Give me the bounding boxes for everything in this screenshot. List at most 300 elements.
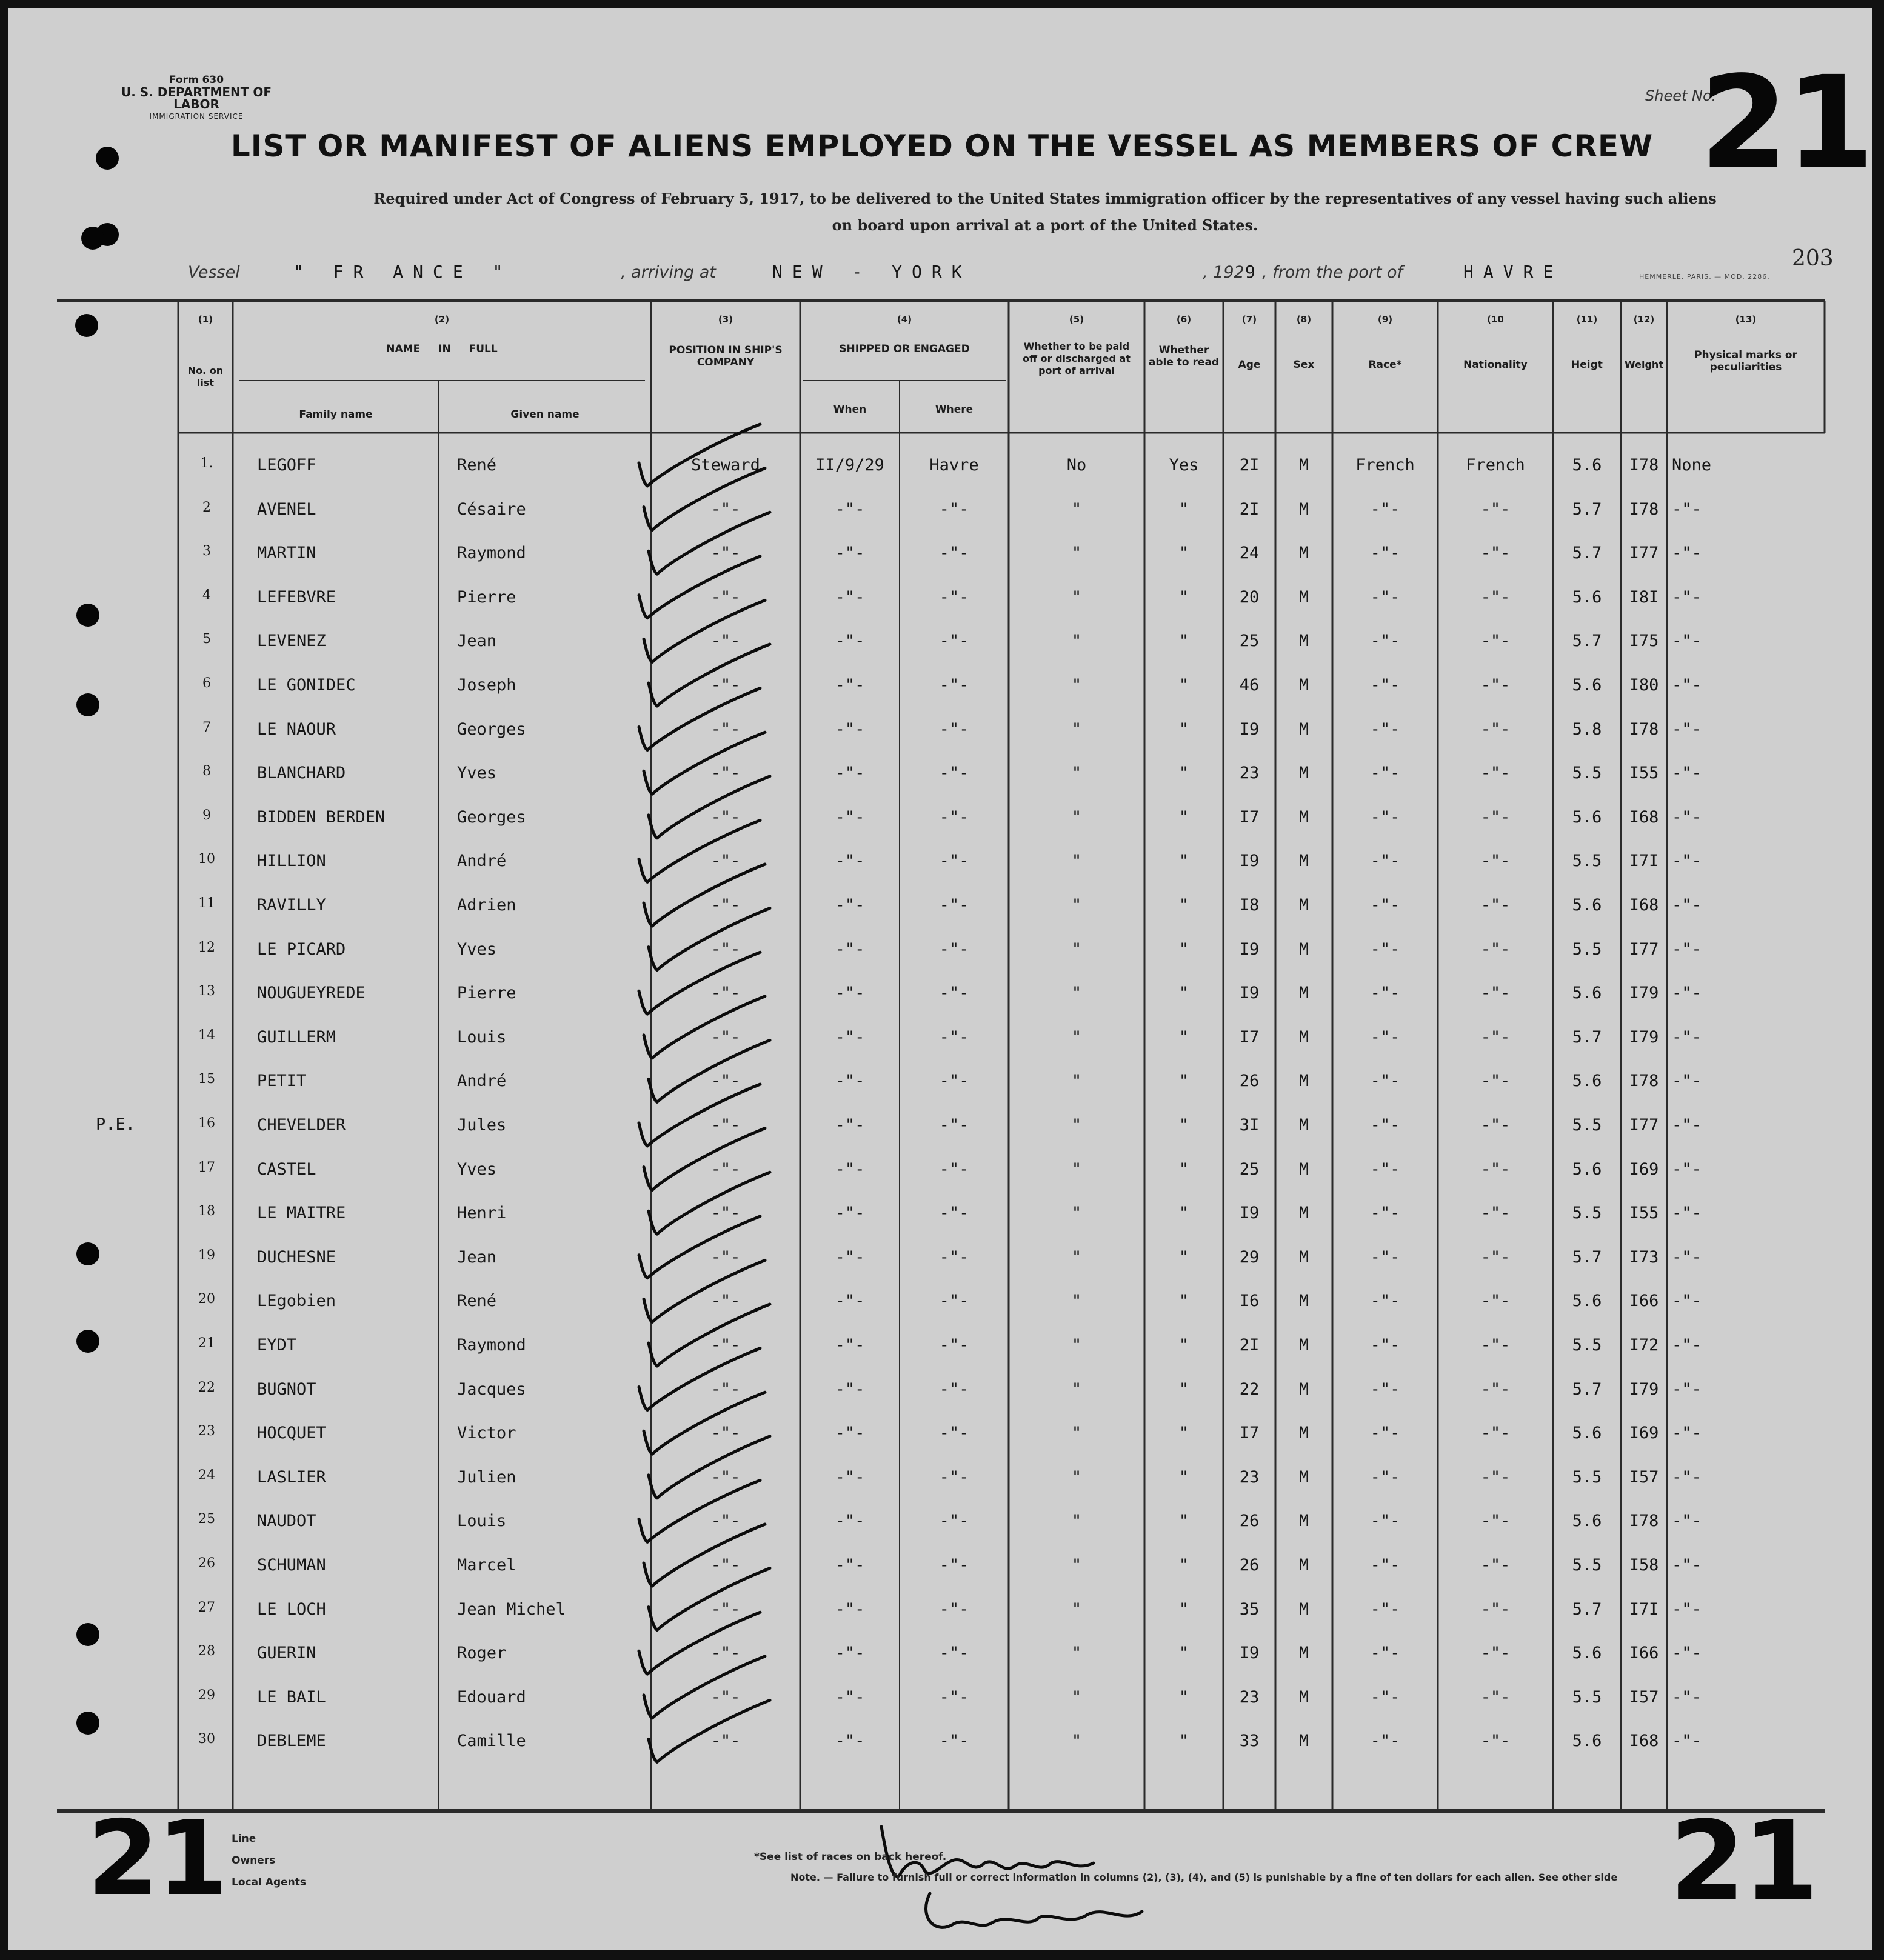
cell-given: Louis (457, 1512, 507, 1530)
cell-race: -"- (1370, 1556, 1400, 1575)
col-10-number: (10 (1487, 314, 1504, 325)
cell-age: 2I (1239, 500, 1260, 519)
cell-sex: M (1298, 808, 1309, 827)
cell-given: Edouard (457, 1688, 526, 1707)
cell-race: -"- (1370, 1512, 1400, 1530)
sheet-number-stamp-bottom-left: 21 (87, 1799, 226, 1919)
cell-where: -"- (939, 1688, 969, 1707)
col-6-number: (6) (1176, 314, 1192, 325)
cell-height: 5.6 (1572, 984, 1602, 1002)
cell-position: -"- (710, 984, 741, 1002)
cell-when: -"- (835, 588, 865, 607)
cell-weight: I78 (1629, 720, 1659, 739)
cell-no: 10 (198, 852, 215, 867)
cell-family: BIDDEN BERDEN (257, 808, 386, 827)
col-1-header: No. on list (187, 365, 224, 388)
cell-sex: M (1298, 500, 1309, 519)
cell-weight: I66 (1629, 1292, 1659, 1310)
cell-sex: M (1298, 1028, 1309, 1047)
cell-family: GUERIN (257, 1644, 316, 1662)
cell-age: 25 (1239, 1160, 1260, 1179)
cell-sex: M (1298, 632, 1309, 650)
cell-weight: I69 (1629, 1424, 1659, 1442)
cell-when: -"- (835, 1512, 865, 1530)
cell-when: -"- (835, 1204, 865, 1222)
cell-where: -"- (939, 632, 969, 650)
cell-height: 5.6 (1572, 1732, 1602, 1750)
row-16-annotation: P.E. (96, 1115, 136, 1134)
cell-nationality: -"- (1480, 500, 1511, 519)
cell-given: Yves (457, 940, 497, 959)
cell-where: -"- (939, 1292, 969, 1310)
cell-sex: M (1298, 588, 1309, 607)
cell-marks: -"- (1672, 632, 1702, 650)
cell-weight: I55 (1629, 764, 1659, 782)
cell-no: 17 (198, 1160, 215, 1175)
cell-position: -"- (710, 1204, 741, 1222)
cell-weight: I78 (1629, 500, 1659, 519)
cell-position: -"- (710, 1468, 741, 1487)
cell-marks: -"- (1672, 1688, 1702, 1707)
vessel-label: Vessel (188, 263, 240, 282)
cell-weight: I66 (1629, 1644, 1659, 1662)
cell-race: -"- (1370, 632, 1400, 650)
cell-nationality: -"- (1480, 1248, 1511, 1267)
cell-given: René (457, 456, 497, 475)
cell-race: -"- (1370, 940, 1400, 959)
cell-family: DEBLEME (257, 1732, 326, 1750)
cell-nationality: -"- (1480, 940, 1511, 959)
cell-race: -"- (1370, 1116, 1400, 1135)
cell-read: " (1178, 1512, 1189, 1530)
cell-read: " (1178, 764, 1189, 782)
cell-race: French (1355, 456, 1415, 475)
cell-position: -"- (710, 940, 741, 959)
cell-when: -"- (835, 1336, 865, 1355)
sheet-label: Sheet No. (1645, 87, 1717, 104)
cell-weight: I68 (1629, 1732, 1659, 1750)
cell-no: 13 (198, 984, 215, 999)
printer-imprint: HEMMERLÉ, PARIS. — MOD. 2286. (1639, 273, 1770, 281)
cell-paid: No (1066, 456, 1087, 475)
cell-race: -"- (1370, 1600, 1400, 1619)
cell-sex: M (1298, 1116, 1309, 1135)
cell-weight: I75 (1629, 632, 1659, 650)
cell-race: -"- (1370, 1644, 1400, 1662)
cell-family: SCHUMAN (257, 1556, 326, 1575)
col-2-header: NAME IN FULL (386, 343, 498, 355)
cell-paid: " (1071, 1072, 1082, 1090)
cell-read: " (1178, 1556, 1189, 1575)
cell-age: I6 (1239, 1292, 1260, 1310)
cell-given: Julien (457, 1468, 516, 1487)
cell-race: -"- (1370, 896, 1400, 915)
cell-marks: -"- (1672, 1160, 1702, 1179)
col-2-number: (2) (434, 314, 450, 325)
department-name: U. S. DEPARTMENT OF LABOR (121, 85, 272, 112)
cell-family: LE GONIDEC (257, 676, 356, 695)
cell-paid: " (1071, 764, 1082, 782)
cell-when: II/9/29 (815, 456, 884, 475)
cell-read: " (1178, 1600, 1189, 1619)
cell-weight: I57 (1629, 1688, 1659, 1707)
cell-height: 5.5 (1572, 852, 1602, 870)
col-13-number: (13) (1735, 314, 1757, 325)
cell-race: -"- (1370, 1688, 1400, 1707)
cell-given: Yves (457, 1160, 497, 1179)
cell-marks: -"- (1672, 1248, 1702, 1267)
cell-weight: I79 (1629, 1380, 1659, 1399)
cell-nationality: -"- (1480, 1424, 1511, 1442)
cell-race: -"- (1370, 544, 1400, 562)
cell-read: " (1178, 1732, 1189, 1750)
cell-sex: M (1298, 940, 1309, 959)
cell-paid: " (1071, 852, 1082, 870)
cell-sex: M (1298, 852, 1309, 870)
cell-sex: M (1298, 1688, 1309, 1707)
cell-where: -"- (939, 984, 969, 1002)
cell-height: 5.5 (1572, 1204, 1602, 1222)
cell-height: 5.5 (1572, 940, 1602, 959)
cell-when: -"- (835, 676, 865, 695)
col-10-header: Nationality (1463, 359, 1528, 371)
cell-paid: " (1071, 984, 1082, 1002)
cell-paid: " (1071, 500, 1082, 519)
cell-weight: I77 (1629, 1116, 1659, 1135)
cell-paid: " (1071, 544, 1082, 562)
cell-marks: -"- (1672, 1556, 1702, 1575)
col-4-number: (4) (897, 314, 912, 325)
cell-height: 5.6 (1572, 1160, 1602, 1179)
cell-read: " (1178, 676, 1189, 695)
cell-height: 5.5 (1572, 764, 1602, 782)
cell-age: I9 (1239, 720, 1260, 739)
vessel-name: " FR ANCE " (293, 262, 513, 282)
cell-weight: I78 (1629, 1072, 1659, 1090)
cell-when: -"- (835, 632, 865, 650)
cell-paid: " (1071, 1688, 1082, 1707)
cell-when: -"- (835, 940, 865, 959)
cell-position: -"- (710, 1160, 741, 1179)
cell-paid: " (1071, 632, 1082, 650)
cell-where: -"- (939, 1116, 969, 1135)
cell-when: -"- (835, 1160, 865, 1179)
cell-race: -"- (1370, 1160, 1400, 1179)
cell-race: -"- (1370, 808, 1400, 827)
cell-sex: M (1298, 1248, 1309, 1267)
cell-nationality: -"- (1480, 544, 1511, 562)
cell-when: -"- (835, 1072, 865, 1090)
cell-height: 5.6 (1572, 1292, 1602, 1310)
cell-paid: " (1071, 1644, 1082, 1662)
cell-given: Georges (457, 720, 526, 739)
cell-nationality: -"- (1480, 1116, 1511, 1135)
cell-sex: M (1298, 764, 1309, 782)
cell-paid: " (1071, 1336, 1082, 1355)
col-4b-header: Where (935, 404, 974, 416)
cell-read: " (1178, 808, 1189, 827)
cell-when: -"- (835, 896, 865, 915)
cell-position: -"- (710, 1556, 741, 1575)
cell-weight: I77 (1629, 544, 1659, 562)
penalty-note: Note. — Failure to furnish full or correct information in columns (2), (3), (4), and (5) is punishable by a fine of ten dollars for each alien. See other side (790, 1872, 1618, 1883)
cell-weight: I7I (1629, 852, 1659, 870)
cell-where: -"- (939, 1160, 969, 1179)
races-note: *See list of races on back hereof. (754, 1851, 947, 1863)
cell-when: -"- (835, 1116, 865, 1135)
cell-height: 5.6 (1572, 456, 1602, 475)
year-prefix: , 192 (1203, 263, 1244, 282)
cell-family: LEFEBVRE (257, 588, 336, 607)
cell-race: -"- (1370, 1380, 1400, 1399)
cell-no: 1. (200, 456, 213, 471)
cell-paid: " (1071, 588, 1082, 607)
cell-weight: I55 (1629, 1204, 1659, 1222)
cell-where: -"- (939, 1380, 969, 1399)
cell-nationality: -"- (1480, 1160, 1511, 1179)
cell-age: I8 (1239, 896, 1260, 915)
cell-age: I9 (1239, 1644, 1260, 1662)
col-4-header: SHIPPED OR ENGAGED (839, 343, 970, 355)
cell-read: Yes (1169, 456, 1199, 475)
page-number: 203 (1792, 246, 1834, 271)
cell-read: " (1178, 1468, 1189, 1487)
sheet-number-stamp-bottom-right: 21 (1669, 1798, 1817, 1925)
cell-paid: " (1071, 1468, 1082, 1487)
cell-where: -"- (939, 1732, 969, 1750)
cell-paid: " (1071, 1204, 1082, 1222)
cell-when: -"- (835, 1292, 865, 1310)
cell-position: -"- (710, 764, 741, 782)
cell-where: -"- (939, 1600, 969, 1619)
cell-given: Victor (457, 1424, 516, 1442)
cell-position: -"- (710, 632, 741, 650)
cell-when: -"- (835, 500, 865, 519)
cell-family: LE LOCH (257, 1600, 326, 1619)
cell-paid: " (1071, 1116, 1082, 1135)
cell-position: -"- (710, 588, 741, 607)
cell-read: " (1178, 984, 1189, 1002)
cell-given: Yves (457, 764, 497, 782)
cell-marks: -"- (1672, 896, 1702, 915)
cell-family: NOUGUEYREDE (257, 984, 366, 1002)
cell-age: 29 (1239, 1248, 1260, 1267)
cell-where: -"- (939, 896, 969, 915)
cell-paid: " (1071, 896, 1082, 915)
cell-paid: " (1071, 1160, 1082, 1179)
cell-given: Raymond (457, 1336, 526, 1355)
cell-height: 5.5 (1572, 1468, 1602, 1487)
cell-read: " (1178, 1644, 1189, 1662)
cell-family: AVENEL (257, 500, 316, 519)
col-8-number: (8) (1296, 314, 1312, 325)
cell-family: MARTIN (257, 544, 316, 562)
cell-nationality: French (1466, 456, 1525, 475)
cell-paid: " (1071, 1248, 1082, 1267)
cell-given: Raymond (457, 544, 526, 562)
cell-family: PETIT (257, 1072, 307, 1090)
cell-family: HILLION (257, 852, 326, 870)
cell-paid: " (1071, 720, 1082, 739)
cell-read: " (1178, 1380, 1189, 1399)
cell-height: 5.6 (1572, 1072, 1602, 1090)
col-12-header: Weight (1625, 359, 1663, 370)
cell-given: Pierre (457, 984, 516, 1002)
cell-nationality: -"- (1480, 808, 1511, 827)
cell-marks: -"- (1672, 1292, 1702, 1310)
cell-read: " (1178, 1292, 1189, 1310)
cell-sex: M (1298, 984, 1309, 1002)
cell-age: 26 (1239, 1556, 1260, 1575)
cell-nationality: -"- (1480, 1688, 1511, 1707)
cell-marks: -"- (1672, 720, 1702, 739)
col-6-header: Whether able to read (1148, 344, 1220, 368)
col-9-header: Race* (1368, 359, 1402, 371)
col-11-number: (11) (1576, 314, 1598, 325)
cell-weight: I58 (1629, 1556, 1659, 1575)
cell-age: I9 (1239, 1204, 1260, 1222)
cell-marks: -"- (1672, 544, 1702, 562)
cell-position: -"- (710, 808, 741, 827)
cell-marks: -"- (1672, 500, 1702, 519)
cell-where: -"- (939, 852, 969, 870)
cell-nationality: -"- (1480, 1556, 1511, 1575)
cell-where: -"- (939, 720, 969, 739)
cell-height: 5.6 (1572, 676, 1602, 695)
cell-marks: -"- (1672, 1732, 1702, 1750)
cell-nationality: -"- (1480, 896, 1511, 915)
cell-race: -"- (1370, 1424, 1400, 1442)
cell-age: 26 (1239, 1512, 1260, 1530)
cell-read: " (1178, 852, 1189, 870)
cell-position: -"- (710, 720, 741, 739)
cell-no: 20 (198, 1292, 215, 1307)
cell-race: -"- (1370, 1204, 1400, 1222)
cell-where: -"- (939, 940, 969, 959)
cell-when: -"- (835, 1468, 865, 1487)
cell-where: -"- (939, 676, 969, 695)
cell-where: -"- (939, 1424, 969, 1442)
from-port: HAVRE (1463, 262, 1563, 282)
cell-no: 6 (202, 676, 211, 691)
cell-nationality: -"- (1480, 676, 1511, 695)
cell-read: " (1178, 1028, 1189, 1047)
arriving-label: , arriving at (621, 263, 716, 282)
cell-nationality: -"- (1480, 1072, 1511, 1090)
cell-where: -"- (939, 764, 969, 782)
cell-nationality: -"- (1480, 1204, 1511, 1222)
footer-owners-label: Owners (232, 1855, 276, 1867)
cell-paid: " (1071, 1600, 1082, 1619)
cell-read: " (1178, 632, 1189, 650)
cell-no: 8 (202, 764, 211, 779)
cell-age: 33 (1239, 1732, 1260, 1750)
cell-marks: -"- (1672, 808, 1702, 827)
cell-height: 5.5 (1572, 1336, 1602, 1355)
cell-marks: -"- (1672, 1072, 1702, 1090)
cell-where: -"- (939, 1248, 969, 1267)
cell-race: -"- (1370, 720, 1400, 739)
cell-position: -"- (710, 1028, 741, 1047)
cell-position: -"- (710, 1424, 741, 1442)
cell-nationality: -"- (1480, 984, 1511, 1002)
cell-given: René (457, 1292, 497, 1310)
cell-no: 12 (198, 940, 215, 955)
cell-when: -"- (835, 764, 865, 782)
cell-given: Roger (457, 1644, 507, 1662)
cell-height: 5.7 (1572, 632, 1602, 650)
arriving-port: NEW - YORK (772, 262, 972, 282)
cell-marks: -"- (1672, 1424, 1702, 1442)
cell-height: 5.6 (1572, 896, 1602, 915)
cell-age: 3I (1239, 1116, 1260, 1135)
cell-nationality: -"- (1480, 1512, 1511, 1530)
col-5-number: (5) (1069, 314, 1084, 325)
cell-read: " (1178, 588, 1189, 607)
cell-race: -"- (1370, 1292, 1400, 1310)
cell-given: Césaire (457, 500, 526, 519)
cell-race: -"- (1370, 852, 1400, 870)
cell-where: -"- (939, 1072, 969, 1090)
cell-paid: " (1071, 940, 1082, 959)
cell-no: 11 (198, 896, 215, 911)
cell-where: -"- (939, 500, 969, 519)
sheet-number-stamp: 21 (1700, 48, 1872, 197)
cell-position: -"- (710, 896, 741, 915)
cell-sex: M (1298, 1644, 1309, 1662)
cell-where: -"- (939, 1468, 969, 1487)
cell-when: -"- (835, 1644, 865, 1662)
cell-height: 5.6 (1572, 1512, 1602, 1530)
cell-no: 30 (198, 1732, 215, 1747)
cell-position: -"- (710, 1116, 741, 1135)
cell-height: 5.7 (1572, 1248, 1602, 1267)
cell-given: Adrien (457, 896, 516, 915)
cell-given: Jean Michel (457, 1600, 566, 1619)
cell-given: Georges (457, 808, 526, 827)
cell-given: André (457, 1072, 507, 1090)
cell-weight: I7I (1629, 1600, 1659, 1619)
cell-when: -"- (835, 984, 865, 1002)
cell-family: LEGOFF (257, 456, 316, 475)
cell-age: 23 (1239, 764, 1260, 782)
cell-read: " (1178, 500, 1189, 519)
col-2b-header: Given name (510, 408, 580, 421)
cell-nationality: -"- (1480, 764, 1511, 782)
cell-position: -"- (710, 1732, 741, 1750)
cell-nationality: -"- (1480, 1292, 1511, 1310)
cell-where: -"- (939, 1512, 969, 1530)
cell-weight: I73 (1629, 1248, 1659, 1267)
cell-race: -"- (1370, 1248, 1400, 1267)
cell-age: I7 (1239, 1028, 1260, 1047)
cell-race: -"- (1370, 1468, 1400, 1487)
cell-nationality: -"- (1480, 588, 1511, 607)
cell-no: 14 (198, 1028, 215, 1043)
cell-read: " (1178, 544, 1189, 562)
cell-weight: I78 (1629, 456, 1659, 475)
cell-marks: -"- (1672, 588, 1702, 607)
cell-family: LE MAITRE (257, 1204, 346, 1222)
cell-nationality: -"- (1480, 1336, 1511, 1355)
cell-marks: -"- (1672, 1512, 1702, 1530)
cell-marks: -"- (1672, 676, 1702, 695)
cell-race: -"- (1370, 1028, 1400, 1047)
cell-height: 5.5 (1572, 1116, 1602, 1135)
cell-age: I9 (1239, 940, 1260, 959)
col-3-header: POSITION IN SHIP'S COMPANY (669, 344, 783, 368)
cell-sex: M (1298, 1072, 1309, 1090)
